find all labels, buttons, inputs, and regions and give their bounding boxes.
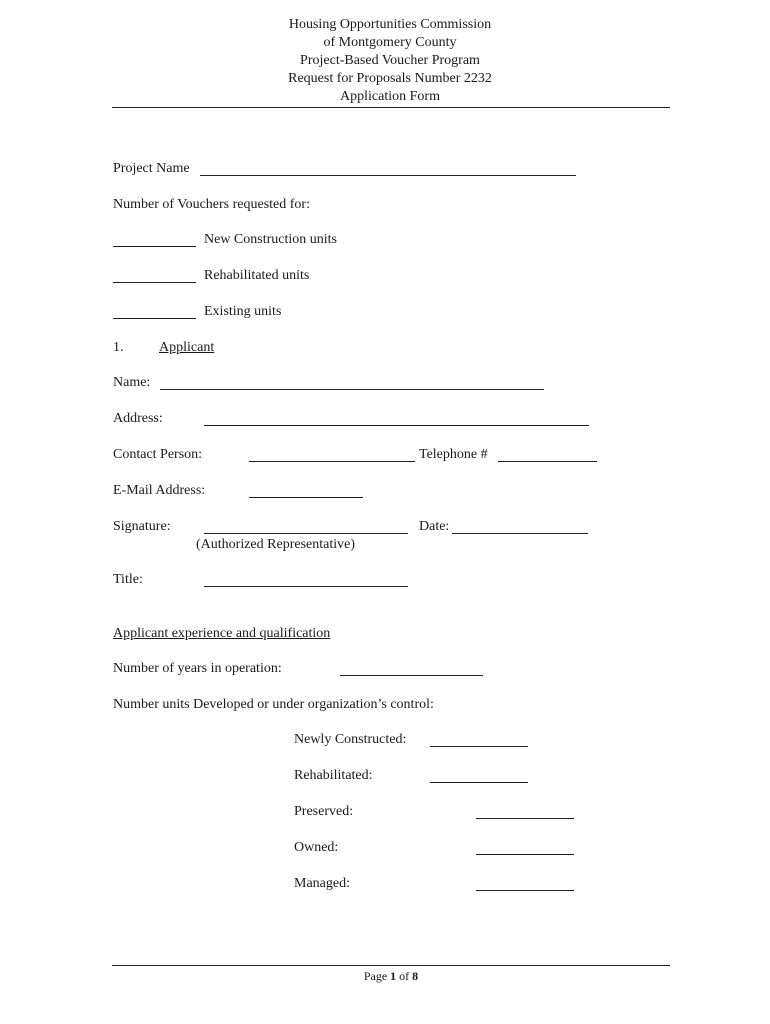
address-label: Address: (113, 411, 163, 426)
name-field[interactable] (160, 389, 544, 390)
header-line-organization: Housing Opportunities Commission (288, 17, 492, 32)
telephone-label: Telephone # (419, 447, 488, 462)
section-title-applicant: Applicant (159, 340, 215, 355)
rehabilitated-count-label: Rehabilitated: (294, 768, 373, 783)
header-line-form-title: Application Form (340, 89, 440, 104)
header-line-rfp: Request for Proposals Number 2232 (288, 71, 492, 86)
page-number (112, 968, 670, 984)
project-name-label: Project Name (113, 161, 190, 176)
date-label: Date: (419, 519, 450, 534)
page-current: 1 (390, 969, 397, 983)
owned-label: Owned: (294, 840, 339, 855)
years-in-operation-label: Number of years in operation: (113, 661, 282, 676)
name-label: Name: (113, 375, 151, 390)
managed-field[interactable] (476, 890, 574, 891)
existing-units-field[interactable] (113, 318, 196, 319)
project-name-field[interactable] (200, 175, 576, 176)
signature-label: Signature: (113, 519, 171, 534)
header-line-county: of Montgomery County (323, 35, 457, 50)
newly-constructed-label: Newly Constructed: (294, 732, 407, 747)
owned-field[interactable] (476, 854, 574, 855)
authorized-representative-note: (Authorized Representative) (196, 537, 355, 552)
telephone-field[interactable] (498, 461, 597, 462)
document-header (110, 16, 670, 106)
address-field[interactable] (204, 425, 589, 426)
header-divider (112, 107, 670, 108)
units-controlled-label: Number units Developed or under organization’s control: (113, 697, 434, 712)
vouchers-label: Number of Vouchers requested for: (113, 197, 310, 212)
rehabilitated-units-field[interactable] (113, 282, 196, 283)
email-label: E-Mail Address: (113, 483, 206, 498)
page-of: of (399, 969, 410, 983)
header-line-program: Project-Based Voucher Program (300, 53, 480, 68)
preserved-field[interactable] (476, 818, 574, 819)
rehabilitated-count-field[interactable] (430, 782, 528, 783)
signature-field[interactable] (204, 533, 408, 534)
managed-label: Managed: (294, 876, 350, 891)
date-field[interactable] (452, 533, 588, 534)
new-construction-units-field[interactable] (113, 246, 196, 247)
rehabilitated-units-label: Rehabilitated units (204, 268, 310, 283)
footer-divider (112, 965, 670, 966)
section-number: 1. (113, 340, 124, 355)
existing-units-label: Existing units (204, 304, 282, 319)
email-field[interactable] (249, 497, 363, 498)
page-prefix: Page (363, 969, 388, 983)
title-field[interactable] (204, 586, 408, 587)
contact-person-label: Contact Person: (113, 447, 203, 462)
title-label: Title: (113, 572, 143, 587)
newly-constructed-field[interactable] (430, 746, 528, 747)
new-construction-label: New Construction units (204, 232, 337, 247)
years-in-operation-field[interactable] (340, 675, 483, 676)
page-total: 8 (412, 969, 419, 983)
preserved-label: Preserved: (294, 804, 354, 819)
contact-person-field[interactable] (249, 461, 415, 462)
experience-heading: Applicant experience and qualification (113, 626, 331, 641)
